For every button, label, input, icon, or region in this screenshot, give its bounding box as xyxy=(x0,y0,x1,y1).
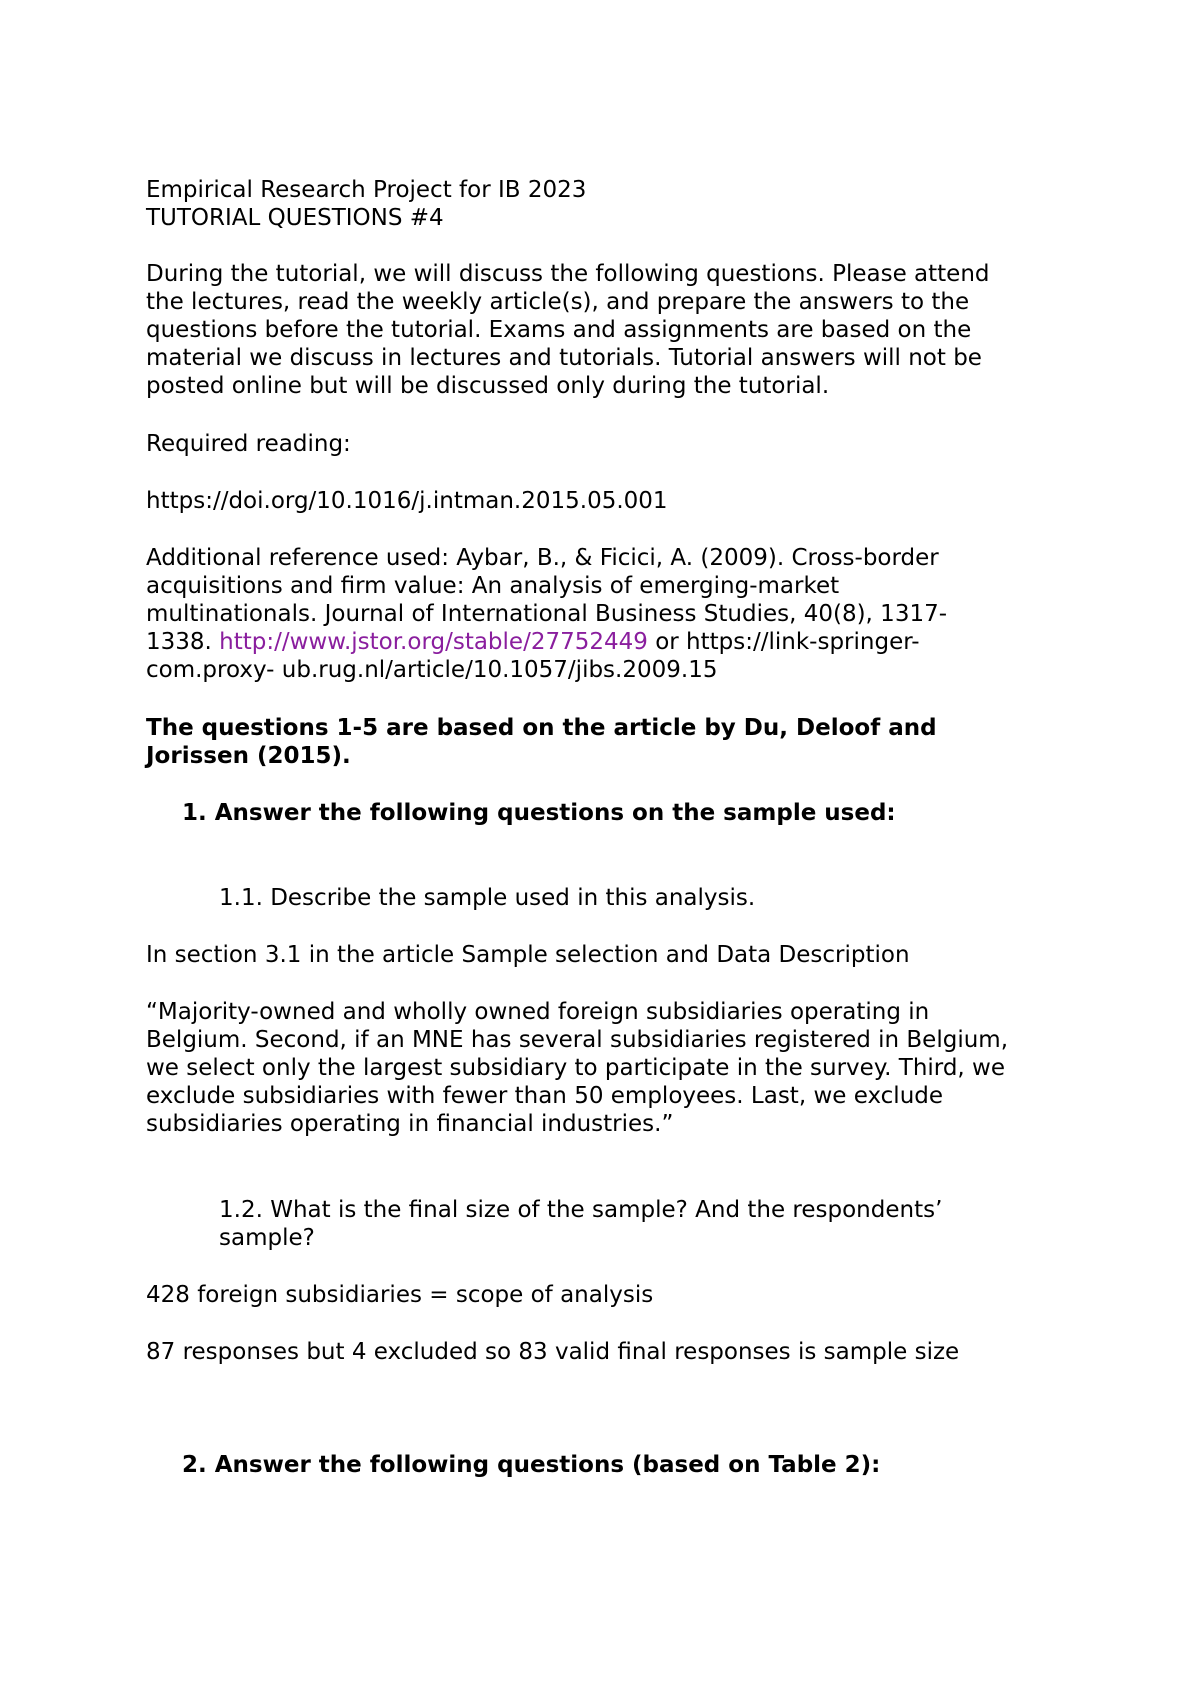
section-intro xyxy=(146,714,1076,770)
intro-line: During the tutorial, we will discuss the following questions. Please attend xyxy=(146,261,990,287)
answer-1-2-scope-text: 428 foreign subsidiaries = scope of analysis xyxy=(146,1282,654,1308)
question-1-2-line: sample? xyxy=(219,1225,315,1251)
answer-1-1-quote xyxy=(146,998,1076,1138)
document-subtitle: TUTORIAL QUESTIONS #4 xyxy=(146,205,444,231)
reference-line-suffix: or https://link-springer- xyxy=(647,629,920,655)
section-intro-line: The questions 1-5 are based on the article by Du, Deloof and xyxy=(146,715,937,741)
jstor-link[interactable]: http://www.jstor.org/stable/27752449 xyxy=(219,629,648,655)
quote-line: Belgium. Second, if an MNE has several subsidiaries registered in Belgium, xyxy=(146,1027,1009,1053)
question-1-heading xyxy=(182,799,1112,827)
answer-1-2-sample-text: 87 responses but 4 excluded so 83 valid final responses is sample size xyxy=(146,1339,960,1365)
required-reading-doi xyxy=(146,487,1076,515)
question-2-heading-text: 2. Answer the following questions (based on Table 2): xyxy=(182,1452,881,1478)
section-intro-line: Jorissen (2015). xyxy=(146,743,351,769)
reference-line xyxy=(146,628,1076,656)
intro-line: questions before the tutorial. Exams and assignments are based on the xyxy=(146,317,972,343)
reference-line: com.proxy- ub.rug.nl/article/10.1057/jibs.2009.15 xyxy=(146,657,718,683)
answer-1-2-scope xyxy=(146,1281,1076,1309)
document-title: Empirical Research Project for IB 2023 xyxy=(146,177,587,203)
intro-line: the lectures, read the weekly article(s), and prepare the answers to the xyxy=(146,289,970,315)
reference-line: multinationals. Journal of International Business Studies, 40(8), 1317- xyxy=(146,601,948,627)
question-1-1 xyxy=(219,884,1149,912)
quote-line: subsidiaries operating in financial industries.” xyxy=(146,1111,674,1137)
document-header xyxy=(146,176,1076,232)
quote-line: “Majority-owned and wholly owned foreign subsidiaries operating in xyxy=(146,999,930,1025)
question-1-2-line: 1.2. What is the final size of the sample? And the respondents’ xyxy=(219,1197,943,1223)
quote-line: we select only the largest subsidiary to participate in the survey. Third, we xyxy=(146,1055,1006,1081)
question-1-2 xyxy=(219,1196,1149,1252)
reference-line: acquisitions and firm value: An analysis of emerging-market xyxy=(146,573,840,599)
intro-line: material we discuss in lectures and tutorials. Tutorial answers will not be xyxy=(146,345,982,371)
question-1-heading-text: 1. Answer the following questions on the sample used: xyxy=(182,800,896,826)
required-reading-label xyxy=(146,430,1076,458)
question-1-1-text: 1.1. Describe the sample used in this analysis. xyxy=(219,885,756,911)
reference-line-prefix: 1338. xyxy=(146,629,220,655)
answer-1-1-intro xyxy=(146,941,1076,969)
required-reading-text: Required reading: xyxy=(146,431,351,457)
quote-line: exclude subsidiaries with fewer than 50 employees. Last, we exclude xyxy=(146,1083,944,1109)
intro-line: posted online but will be discussed only during the tutorial. xyxy=(146,373,830,399)
intro-paragraph xyxy=(146,260,1076,400)
question-2-heading xyxy=(182,1451,1112,1479)
additional-reference xyxy=(146,544,1076,684)
doi-text: https://doi.org/10.1016/j.intman.2015.05.001 xyxy=(146,488,668,514)
answer-1-1-intro-text: In section 3.1 in the article Sample selection and Data Description xyxy=(146,942,910,968)
reference-line: Additional reference used: Aybar, B., & Ficici, A. (2009). Cross-border xyxy=(146,545,939,571)
answer-1-2-sample xyxy=(146,1338,1076,1366)
